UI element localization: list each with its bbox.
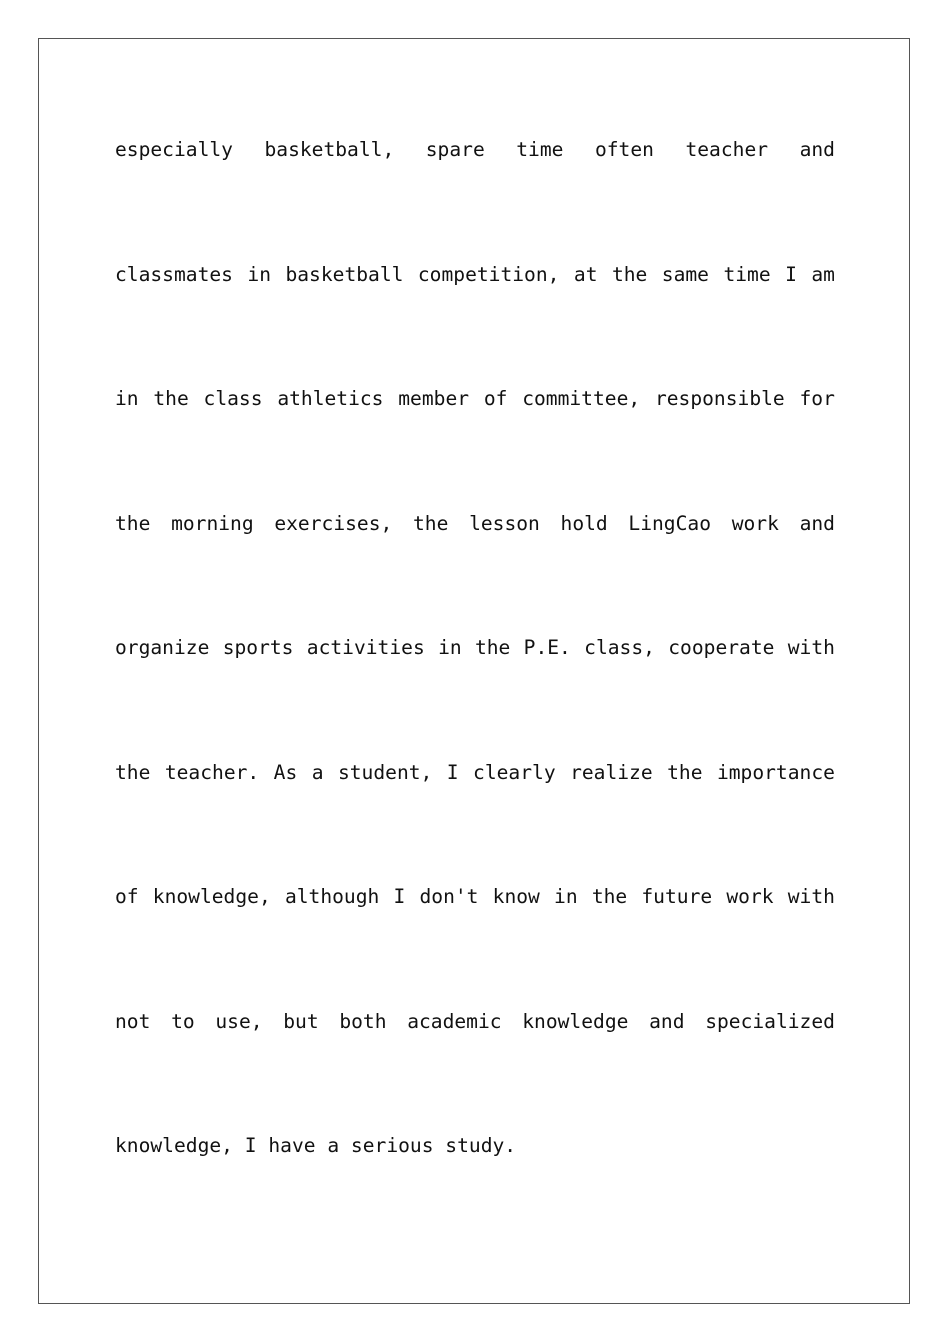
body-paragraph xyxy=(115,126,835,1247)
word: in xyxy=(554,885,578,908)
word: time xyxy=(723,262,771,286)
word: activities xyxy=(306,636,425,659)
word: at xyxy=(573,262,598,286)
word: organize xyxy=(115,636,210,659)
word: basketball, xyxy=(264,138,395,161)
word: the xyxy=(667,760,703,784)
word: in xyxy=(438,636,462,659)
word: responsible xyxy=(654,387,785,410)
word: clearly xyxy=(473,760,556,784)
word: classmates xyxy=(115,262,233,286)
word: knowledge xyxy=(522,1009,629,1033)
word: cooperate xyxy=(668,636,775,659)
word: realize xyxy=(570,760,653,784)
word: As xyxy=(273,760,298,784)
word: not xyxy=(115,1009,151,1033)
word: don't xyxy=(419,885,479,908)
word: am xyxy=(811,262,835,286)
text-line xyxy=(115,251,835,376)
word: exercises, xyxy=(274,511,393,535)
word: of xyxy=(483,387,508,410)
word: I xyxy=(785,262,797,286)
word: the xyxy=(115,511,151,535)
word: future xyxy=(641,885,713,908)
word: know xyxy=(492,885,540,908)
text-line xyxy=(115,126,835,251)
word: teacher. xyxy=(164,760,260,784)
word: same xyxy=(661,262,709,286)
word: member xyxy=(398,387,470,410)
word: I xyxy=(446,760,459,784)
text-line xyxy=(115,624,835,749)
word: knowledge, xyxy=(152,885,271,908)
word: P.E. xyxy=(523,636,571,659)
word: often xyxy=(594,138,654,161)
word: the xyxy=(153,387,189,410)
word: spare xyxy=(425,138,485,161)
word: competition, xyxy=(417,262,560,286)
word: LingCao xyxy=(628,511,711,535)
word: with xyxy=(787,885,835,908)
text-line xyxy=(115,873,835,998)
word: to xyxy=(171,1009,195,1033)
text-line xyxy=(115,749,835,874)
word: and xyxy=(649,1009,685,1033)
word: hold xyxy=(560,511,608,535)
word: class xyxy=(203,387,263,410)
word: the xyxy=(413,511,449,535)
text-line xyxy=(115,375,835,500)
word: morning xyxy=(171,511,254,535)
word: of xyxy=(115,885,139,908)
word: and xyxy=(799,138,835,161)
word: the xyxy=(474,636,511,659)
word: for xyxy=(799,387,835,410)
word: sports xyxy=(222,636,294,659)
word: both xyxy=(339,1009,387,1033)
word: with xyxy=(787,636,835,659)
word: I xyxy=(393,885,406,908)
word: the xyxy=(611,262,648,286)
text-line xyxy=(115,998,835,1123)
word: in xyxy=(115,387,139,410)
word: work xyxy=(726,885,774,908)
word: lesson xyxy=(469,511,540,535)
word: importance xyxy=(716,760,835,784)
word: especially xyxy=(115,138,233,161)
word: the xyxy=(591,885,628,908)
word: although xyxy=(284,885,380,908)
word: basketball xyxy=(285,262,404,286)
word: specialized xyxy=(705,1009,835,1033)
word: teacher xyxy=(685,138,769,161)
word: the xyxy=(115,760,151,784)
word: committee, xyxy=(522,387,641,410)
text-line-last: knowledge, I have a serious study. xyxy=(115,1134,517,1157)
word: athletics xyxy=(277,387,384,410)
word: in xyxy=(247,262,272,286)
word: time xyxy=(516,138,564,161)
word: student, xyxy=(337,760,433,784)
word: but xyxy=(283,1009,319,1033)
word: and xyxy=(799,511,835,535)
word: class, xyxy=(584,636,655,659)
word: academic xyxy=(407,1009,502,1033)
word: a xyxy=(311,760,324,784)
text-line xyxy=(115,500,835,625)
word: work xyxy=(731,511,779,535)
word: use, xyxy=(215,1009,263,1033)
